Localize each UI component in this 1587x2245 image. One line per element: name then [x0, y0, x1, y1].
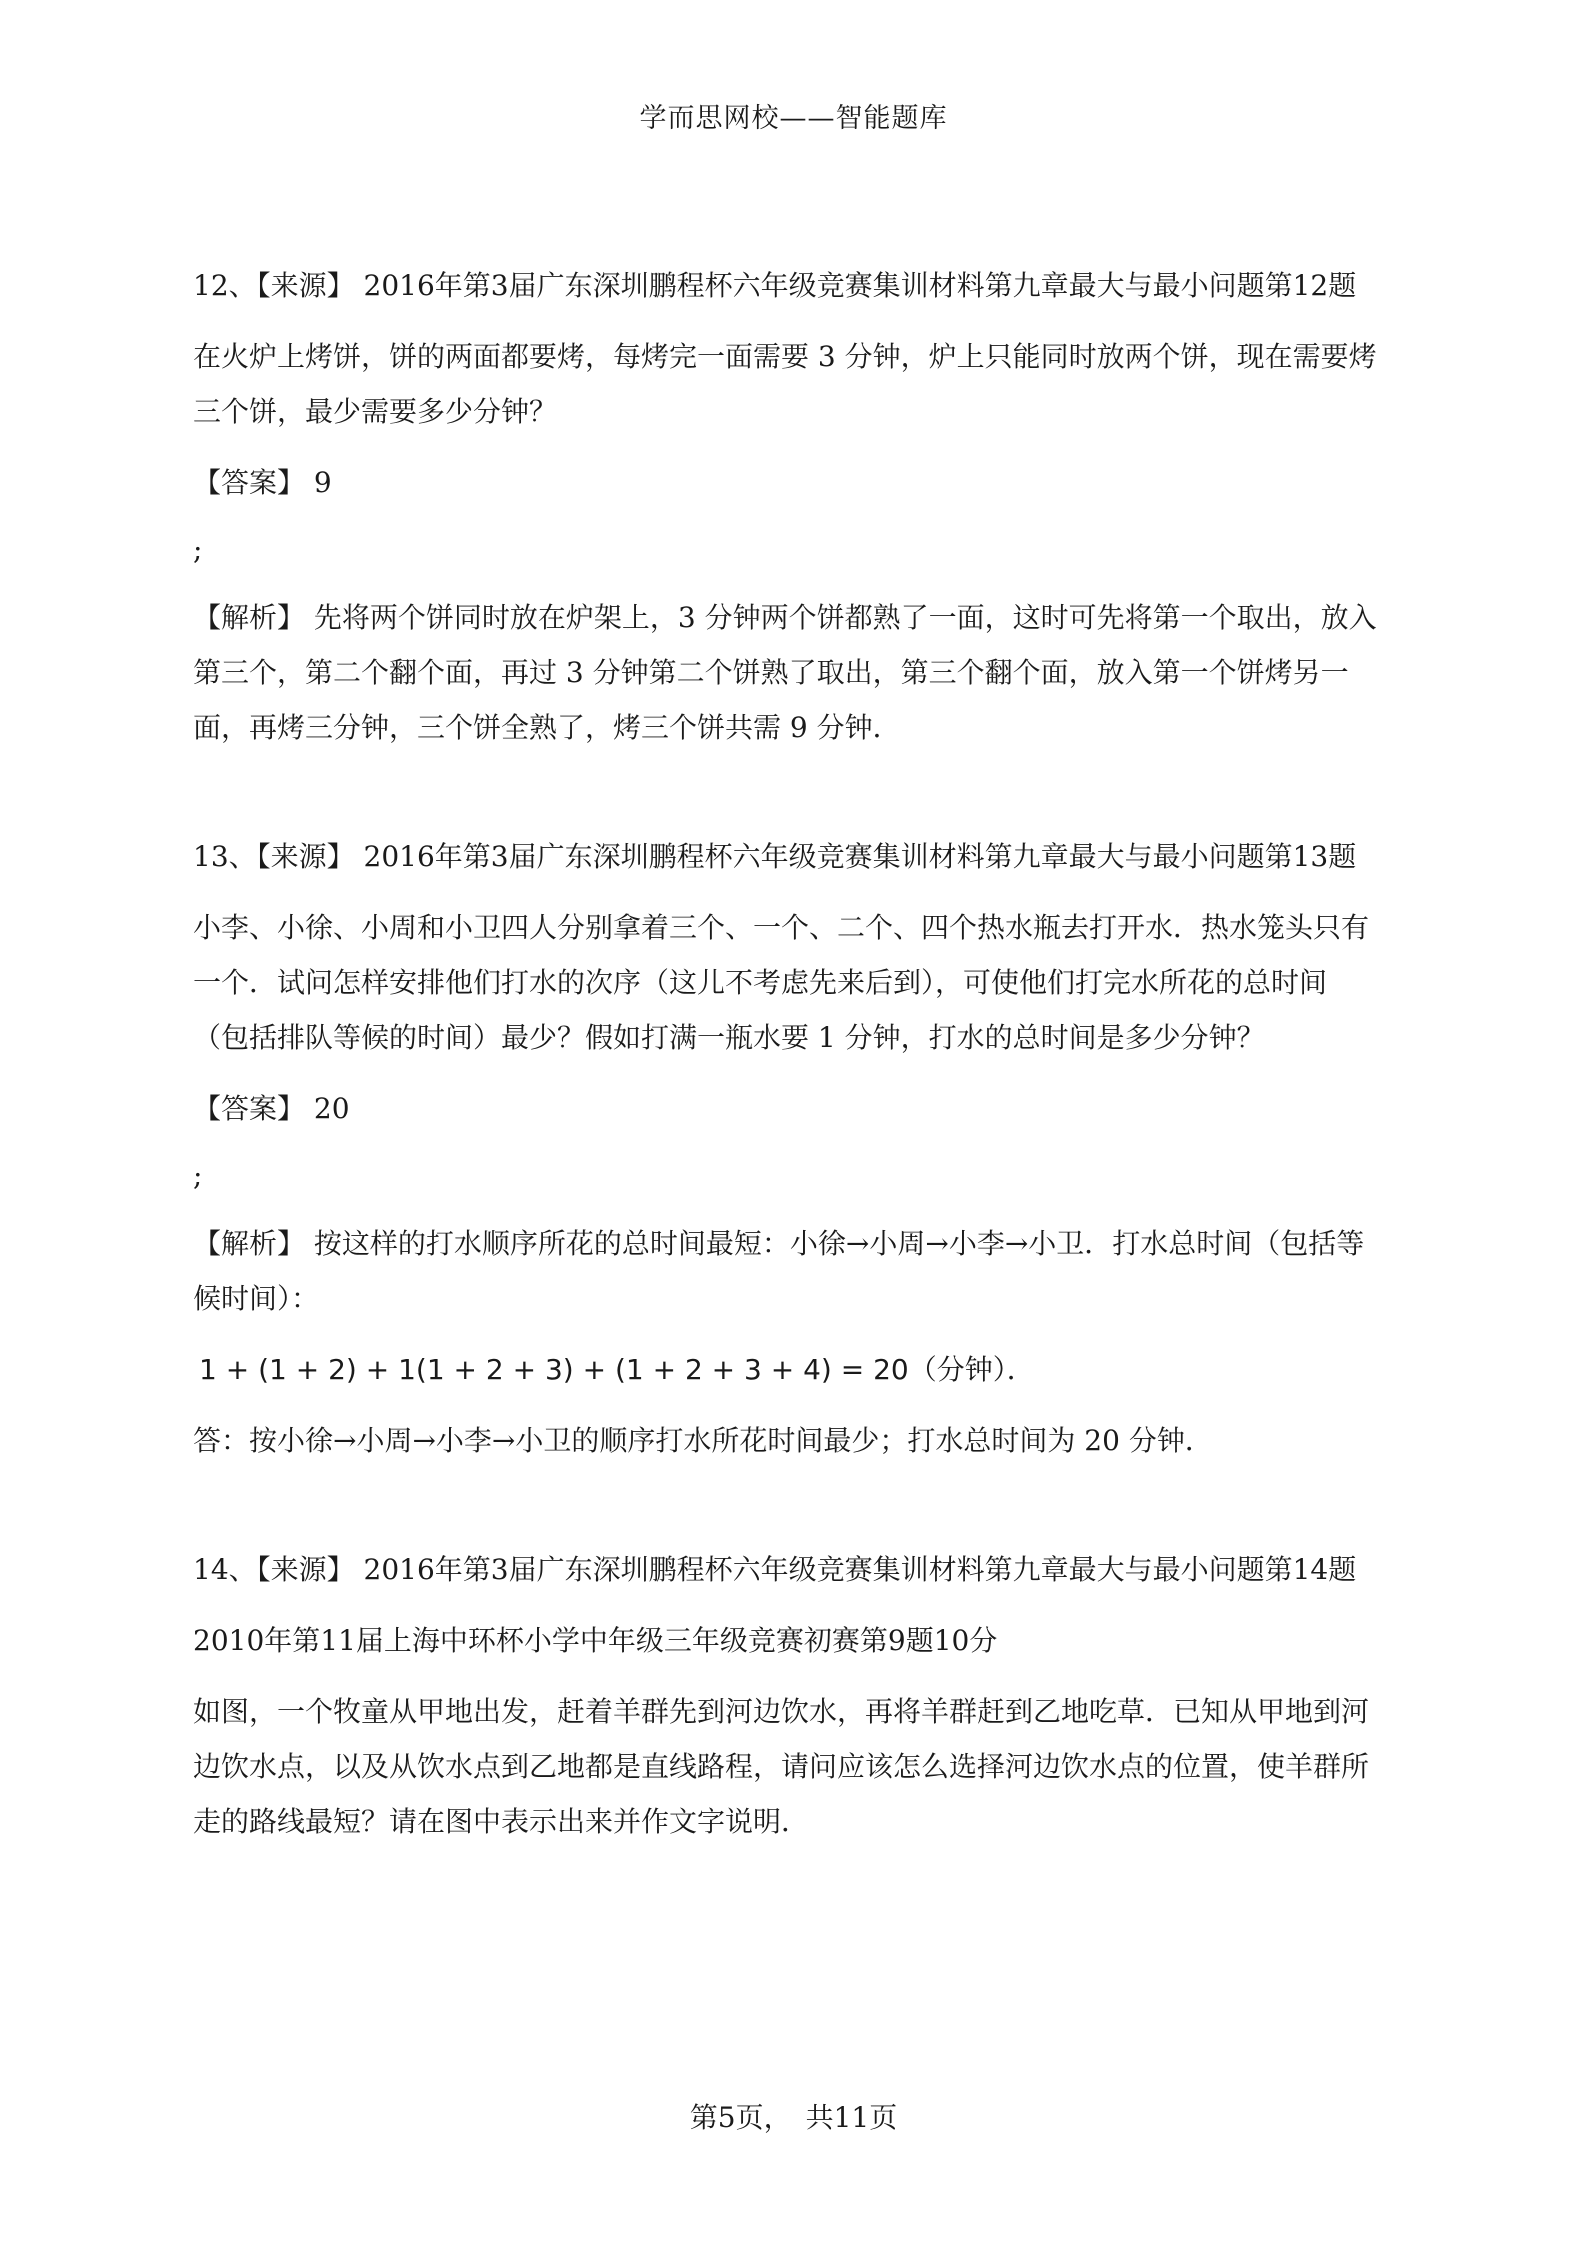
question-13-analysis-line-1: 【解析】 按这样的打水顺序所花的总时间最短：小徐→小周→小李→小卫．打水总时间（包括等 — [193, 1227, 1365, 1260]
question-13-source: 13、【来源】 2016年第3届广东深圳鹏程杯六年级竞赛集训材料第九章最大与最小问题第13题 — [193, 840, 1357, 873]
question-13-separator: ; — [193, 1159, 203, 1192]
question-13-stem-line-3: （包括排队等候的时间）最少？假如打满一瓶水要 1 分钟，打水的总时间是多少分钟？ — [193, 1021, 1265, 1054]
question-14 — [193, 1542, 1403, 1849]
question-12-answer: 【答案】 9 — [193, 466, 332, 499]
question-13 — [193, 829, 1403, 1468]
question-13-stem-line-2: 一个．试问怎样安排他们打水的次序（这儿不考虑先来后到），可使他们打完水所花的总时间 — [193, 966, 1328, 999]
question-12-stem-line-1: 在火炉上烤饼，饼的两面都要烤，每烤完一面需要 3 分钟，炉上只能同时放两个饼，现在需要烤 — [193, 340, 1377, 373]
question-12-stem-line-2: 三个饼，最少需要多少分钟？ — [193, 395, 558, 428]
page-number: 第5页， 共11页 — [689, 2101, 898, 2134]
question-13-conclusion: 答：按小徐→小周→小李→小卫的顺序打水所花时间最少；打水总时间为 20 分钟． — [193, 1424, 1213, 1457]
question-12-analysis-line-3: 面，再烤三分钟，三个饼全熟了，烤三个饼共需 9 分钟． — [193, 711, 901, 744]
question-12-source: 12、【来源】 2016年第3届广东深圳鹏程杯六年级竞赛集训材料第九章最大与最小问题第12题 — [193, 269, 1357, 302]
question-13-stem-line-1: 小李、小徐、小周和小卫四人分别拿着三个、一个、二个、四个热水瓶去打开水．热水笼头只有 — [193, 911, 1370, 944]
question-14-stem-line-2: 边饮水点，以及从饮水点到乙地都是直线路程，请问应该怎么选择河边饮水点的位置，使羊群所 — [193, 1750, 1370, 1783]
question-12-analysis-line-2: 第三个，第二个翻个面，再过 3 分钟第二个饼熟了取出，第三个翻个面，放入第一个饼烤另一 — [193, 656, 1349, 689]
question-12-analysis-line-1: 【解析】 先将两个饼同时放在炉架上，3 分钟两个饼都熟了一面，这时可先将第一个取出，放入 — [193, 601, 1377, 634]
question-14-source-secondary: 2010年第11届上海中环杯小学中年级三年级竞赛初赛第9题10分 — [193, 1624, 998, 1657]
question-14-source: 14、【来源】 2016年第3届广东深圳鹏程杯六年级竞赛集训材料第九章最大与最小问题第14题 — [193, 1553, 1357, 1586]
question-13-formula: 1 + (1 + 2) + 1(1 + 2 + 3) + (1 + 2 + 3 + 4) = 20（分钟）． — [199, 1353, 1035, 1386]
question-list — [193, 258, 1403, 1849]
question-12 — [193, 258, 1403, 755]
question-13-answer: 【答案】 20 — [193, 1092, 350, 1125]
question-14-stem-line-3: 走的路线最短？请在图中表示出来并作文字说明． — [193, 1805, 810, 1838]
page-header: 学而思网校——智能题库 — [639, 103, 948, 134]
question-14-stem-line-1: 如图，一个牧童从甲地出发，赶着羊群先到河边饮水，再将羊群赶到乙地吃草．已知从甲地到河 — [193, 1695, 1370, 1728]
question-12-separator: ; — [193, 533, 203, 566]
question-13-analysis-line-2: 候时间）： — [193, 1282, 320, 1315]
